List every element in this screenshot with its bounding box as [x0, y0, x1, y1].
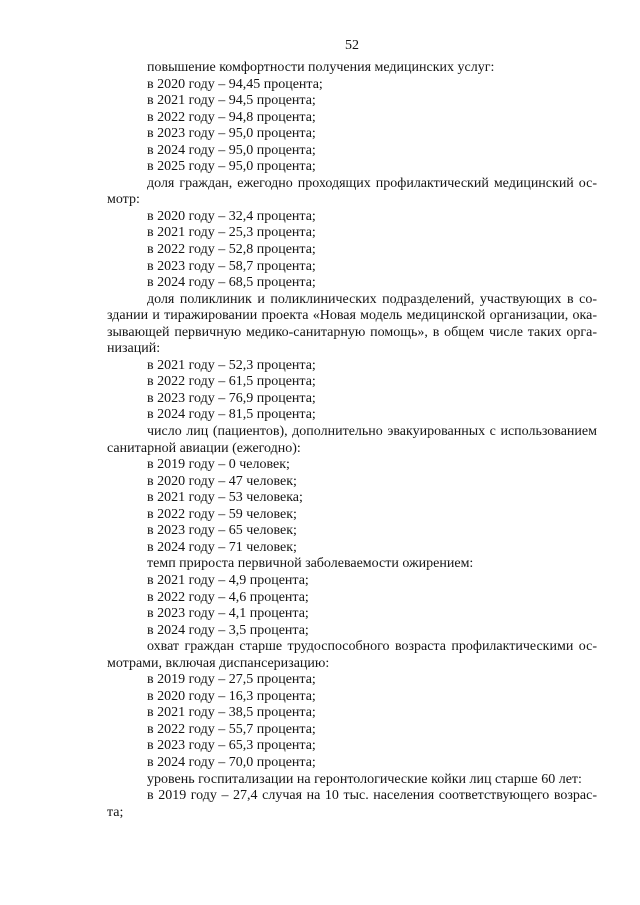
- indicator-year-value: в 2024 году – 95,0 процента;: [147, 142, 316, 158]
- indicator-heading: число лиц (пациентов), дополнительно эвакуированных с использованием: [147, 424, 597, 440]
- indicator-year-value: в 2022 году – 59 человек;: [147, 506, 297, 522]
- indicator-year-value: в 2022 году – 94,8 процента;: [147, 109, 316, 125]
- indicator-year-value: в 2021 году – 52,3 процента;: [147, 357, 316, 373]
- indicator-year-value: в 2023 году – 58,7 процента;: [147, 258, 316, 274]
- indicator-year-value: в 2021 году – 25,3 процента;: [147, 225, 316, 241]
- document-body: [107, 60, 597, 821]
- indicator-heading: доля поликлиник и поликлинических подразделений, участвующих в со-: [147, 291, 597, 307]
- indicator-heading-continuation: зывающей первичную медико-санитарную помощь», в общем числе таких орга-: [107, 324, 597, 340]
- indicator-year-value: в 2024 году – 81,5 процента;: [147, 407, 316, 423]
- indicator-year-value: в 2021 году – 94,5 процента;: [147, 93, 316, 109]
- indicator-heading: темп прироста первичной заболеваемости ожирением:: [147, 556, 474, 572]
- indicator-heading-continuation: мотрами, включая диспансеризацию:: [107, 655, 330, 671]
- indicator-year-value: в 2020 году – 47 человек;: [147, 473, 297, 489]
- indicator-year-value: в 2019 году – 27,5 процента;: [147, 672, 316, 688]
- indicator-block-elderly-checkup-coverage: [107, 639, 597, 771]
- indicator-year-value: в 2023 году – 4,1 процента;: [147, 606, 309, 622]
- indicator-year-value: в 2025 году – 95,0 процента;: [147, 159, 316, 175]
- indicator-block-obesity-incidence-growth: [107, 556, 597, 639]
- indicator-heading: охват граждан старше трудоспособного возраста профилактическими ос-: [147, 639, 597, 655]
- indicator-heading: уровень госпитализации на геронтологические койки лиц старше 60 лет:: [147, 771, 582, 787]
- indicator-year-value: в 2021 году – 4,9 процента;: [147, 572, 309, 588]
- indicator-year-value: в 2020 году – 16,3 процента;: [147, 688, 316, 704]
- indicator-year-value-continuation: та;: [107, 804, 124, 820]
- indicator-year-value: в 2023 году – 95,0 процента;: [147, 126, 316, 142]
- indicator-heading-continuation: мотр:: [107, 192, 140, 208]
- indicator-year-value: в 2024 году – 70,0 процента;: [147, 754, 316, 770]
- indicator-year-value: в 2024 году – 3,5 процента;: [147, 622, 309, 638]
- indicator-year-value: в 2024 году – 71 человек;: [147, 539, 297, 555]
- indicator-year-value: в 2021 году – 53 человека;: [147, 490, 303, 506]
- indicator-year-value: в 2024 году – 68,5 процента;: [147, 275, 316, 291]
- indicator-year-value: в 2019 году – 0 человек;: [147, 457, 290, 473]
- indicator-year-value: в 2019 году – 27,4 случая на 10 тыс. населения соответствующего возрас-: [147, 788, 597, 804]
- indicator-year-value: в 2022 году – 61,5 процента;: [147, 374, 316, 390]
- indicator-year-value: в 2023 году – 76,9 процента;: [147, 390, 316, 406]
- indicator-year-value: в 2023 году – 65 человек;: [147, 523, 297, 539]
- indicator-heading: доля граждан, ежегодно проходящих профилактический медицинский ос-: [147, 175, 597, 191]
- indicator-block-polyclinics-new-model-share: [107, 292, 597, 424]
- indicator-year-value: в 2020 году – 94,45 процента;: [147, 76, 323, 92]
- indicator-year-value: в 2022 году – 55,7 процента;: [147, 721, 316, 737]
- indicator-block-comfort-of-medical-services: [107, 60, 597, 176]
- indicator-heading-continuation: санитарной авиации (ежегодно):: [107, 440, 301, 456]
- indicator-block-air-ambulance-evacuations: [107, 424, 597, 556]
- page-number: 52: [345, 38, 359, 53]
- indicator-year-value: в 2022 году – 52,8 процента;: [147, 242, 316, 258]
- indicator-year-value: в 2023 году – 65,3 процента;: [147, 738, 316, 754]
- indicator-block-geriatric-hospitalization-rate: [107, 772, 597, 822]
- indicator-year-value: в 2022 году – 4,6 процента;: [147, 589, 309, 605]
- indicator-heading-continuation: здании и тиражировании проекта «Новая модель медицинской организации, ока-: [107, 308, 597, 324]
- indicator-block-preventive-checkups-share: [107, 176, 597, 292]
- indicator-year-value: в 2021 году – 38,5 процента;: [147, 705, 316, 721]
- indicator-year-value: в 2020 году – 32,4 процента;: [147, 208, 316, 224]
- indicator-heading: повышение комфортности получения медицинских услуг:: [147, 60, 495, 75]
- indicator-heading-continuation: низаций:: [107, 341, 161, 357]
